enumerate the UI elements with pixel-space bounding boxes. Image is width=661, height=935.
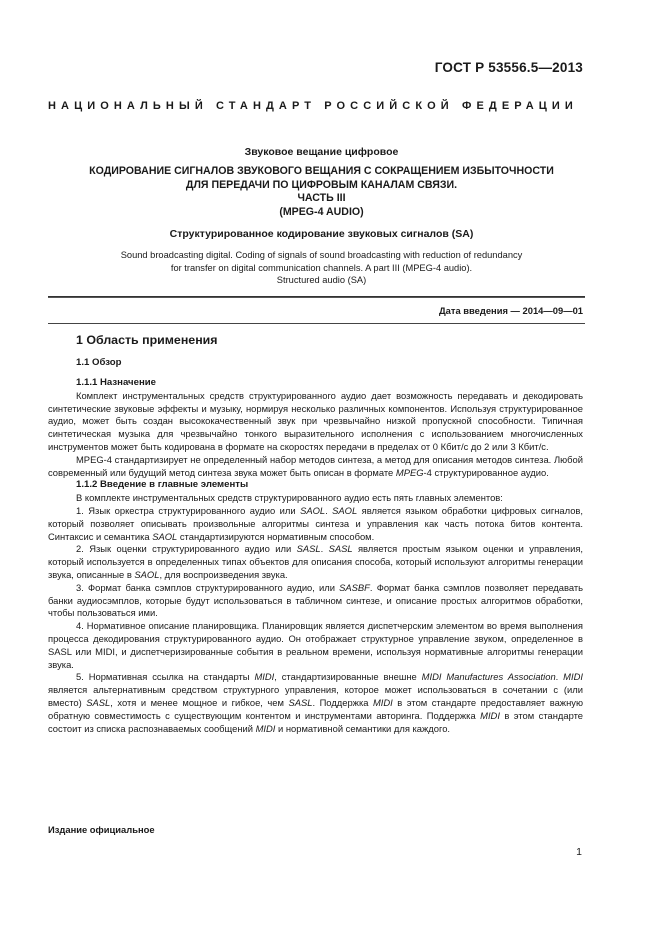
divider-date bbox=[48, 323, 585, 324]
national-standard-heading: НАЦИОНАЛЬНЫЙ СТАНДАРТ РОССИЙСКОЙ ФЕДЕРАЦИИ bbox=[48, 100, 578, 112]
page-number: 1 bbox=[576, 846, 582, 858]
paragraph-purpose: Комплект инструментальных средств структурированного аудио дает возможность передавать и декодировать синтетические звуковые эффекты и музыку, нормируя несколько различных компонентов. Используя структурированное аудио, может быть создан высококачественный звук при чрезвычайно низкой пропускной способности. Типичная синтетическая музыка для чрезвычайно тонкого выразительного исполнения с использованием многочисленных инструментов может быть кодирована в формате на скоростях передачи в пределах от 0 Кбит/с до 2 или 3 Кбит/с. bbox=[48, 389, 583, 452]
list-item-saol: 1. Язык оркестра структурированного аудио или SAOL. SAOL является языком обработки цифровых сигналов, который позволяет описывать произвольные алгоритмы синтеза и управления как часть потока битов контента. Синтаксис и семантика SAOL стандартизируются нормативным способом. bbox=[48, 504, 583, 542]
list-item-scheduler: 4. Нормативное описание планировщика. Планировщик является диспетчерским элементом во время выполнения процесса декодирования структурированного аудио. Он отображает структурное управление звуком, определенное в SASL или MIDI, и диспетчеризированные события в реальном времени, используя нормативные алгоритмы генерации звука. bbox=[48, 620, 583, 670]
title-structured-audio: Структурированное кодирование звуковых сигналов (SA) bbox=[169, 228, 474, 241]
document-body bbox=[48, 333, 583, 735]
list-item-sasbf: 3. Формат банка сэмплов структурированного аудио, или SASBF. Формат банка сэмплов позволяет передавать банки аудиосэмплов, которые будут использоваться в табличном синтезе, и описание простых алгоритмов обработки, чтобы пользоваться ими. bbox=[48, 581, 584, 619]
title-main-line-1: КОДИРОВАНИЕ СИГНАЛОВ ЗВУКОВОГО ВЕЩАНИЯ С СОКРАЩЕНИЕМ ИЗБЫТОЧНОСТИ bbox=[89, 165, 554, 177]
list-item-sasl: 2. Язык оценки структурированного аудио или SASL. SASL является простым языком оценки и управления, который используется в определенных типах объектов для описания способа, который используют алгоритмы генерации звука, описанные в SAOL, для воспроизведения звука. bbox=[48, 543, 584, 580]
section-heading-1: 1 Область применения bbox=[76, 333, 218, 347]
divider-top-second bbox=[48, 297, 585, 298]
section-heading-1-1-2: 1.1.2 Введение в главные элементы bbox=[76, 479, 249, 491]
introduction-date: Дата введения — 2014—09—01 bbox=[438, 305, 583, 316]
title-block bbox=[60, 145, 583, 287]
paragraph-five-elements: В комплекте инструментальных средств структурированного аудио есть пять главных элементов: bbox=[76, 492, 503, 504]
title-english-line-3: Structured audio (SA) bbox=[276, 275, 367, 286]
paragraph-mpeg4: MPEG-4 стандартизирует не определенный набор методов синтеза, а метод для описания методов синтеза. Любой современный или будущий метод синтеза звука может быть описан в формате MPEG-4 структурированное аудио. bbox=[48, 453, 583, 478]
title-main-line-2: ДЛЯ ПЕРЕДАЧИ ПО ЦИФРОВЫМ КАНАЛАМ СВЯЗИ. bbox=[185, 178, 458, 191]
list-item-midi: 5. Нормативная ссылка на стандарты MIDI, стандартизированные внешне MIDI Manufactures Association. MIDI является альтернативным средством структурного управления, которое может использоваться в сочетании с (или вместо) SASL, хотя и менее мощное и гибкое, чем SASL. Поддержка MIDI в этом стандарте предоставляет важную обратную совместимость с существующим контентом и инструментами авторинга. Поддержка MIDI в этом стандарте состоит из списка распознаваемых сообщений MIDI и нормативной семантики для каждого. bbox=[48, 671, 583, 734]
title-english-line-2: for transfer on digital communication channels. A part III (MPEG-4 audio). bbox=[170, 262, 473, 273]
official-edition-label: Издание официальное bbox=[48, 824, 155, 835]
title-main-line-3: ЧАСТЬ III bbox=[297, 192, 346, 205]
section-heading-1-1-1: 1.1.1 Назначение bbox=[76, 377, 156, 388]
title-main-line-4: (MPEG-4 AUDIO) bbox=[279, 205, 364, 218]
title-subtitle: Звуковое вещание цифровое bbox=[244, 146, 399, 158]
document-number: ГОСТ Р 53556.5—2013 bbox=[434, 60, 583, 75]
title-english-line-1: Sound broadcasting digital. Coding of signals of sound broadcasting with reduction of redundancy bbox=[120, 250, 523, 261]
section-heading-1-1: 1.1 Обзор bbox=[76, 357, 122, 368]
